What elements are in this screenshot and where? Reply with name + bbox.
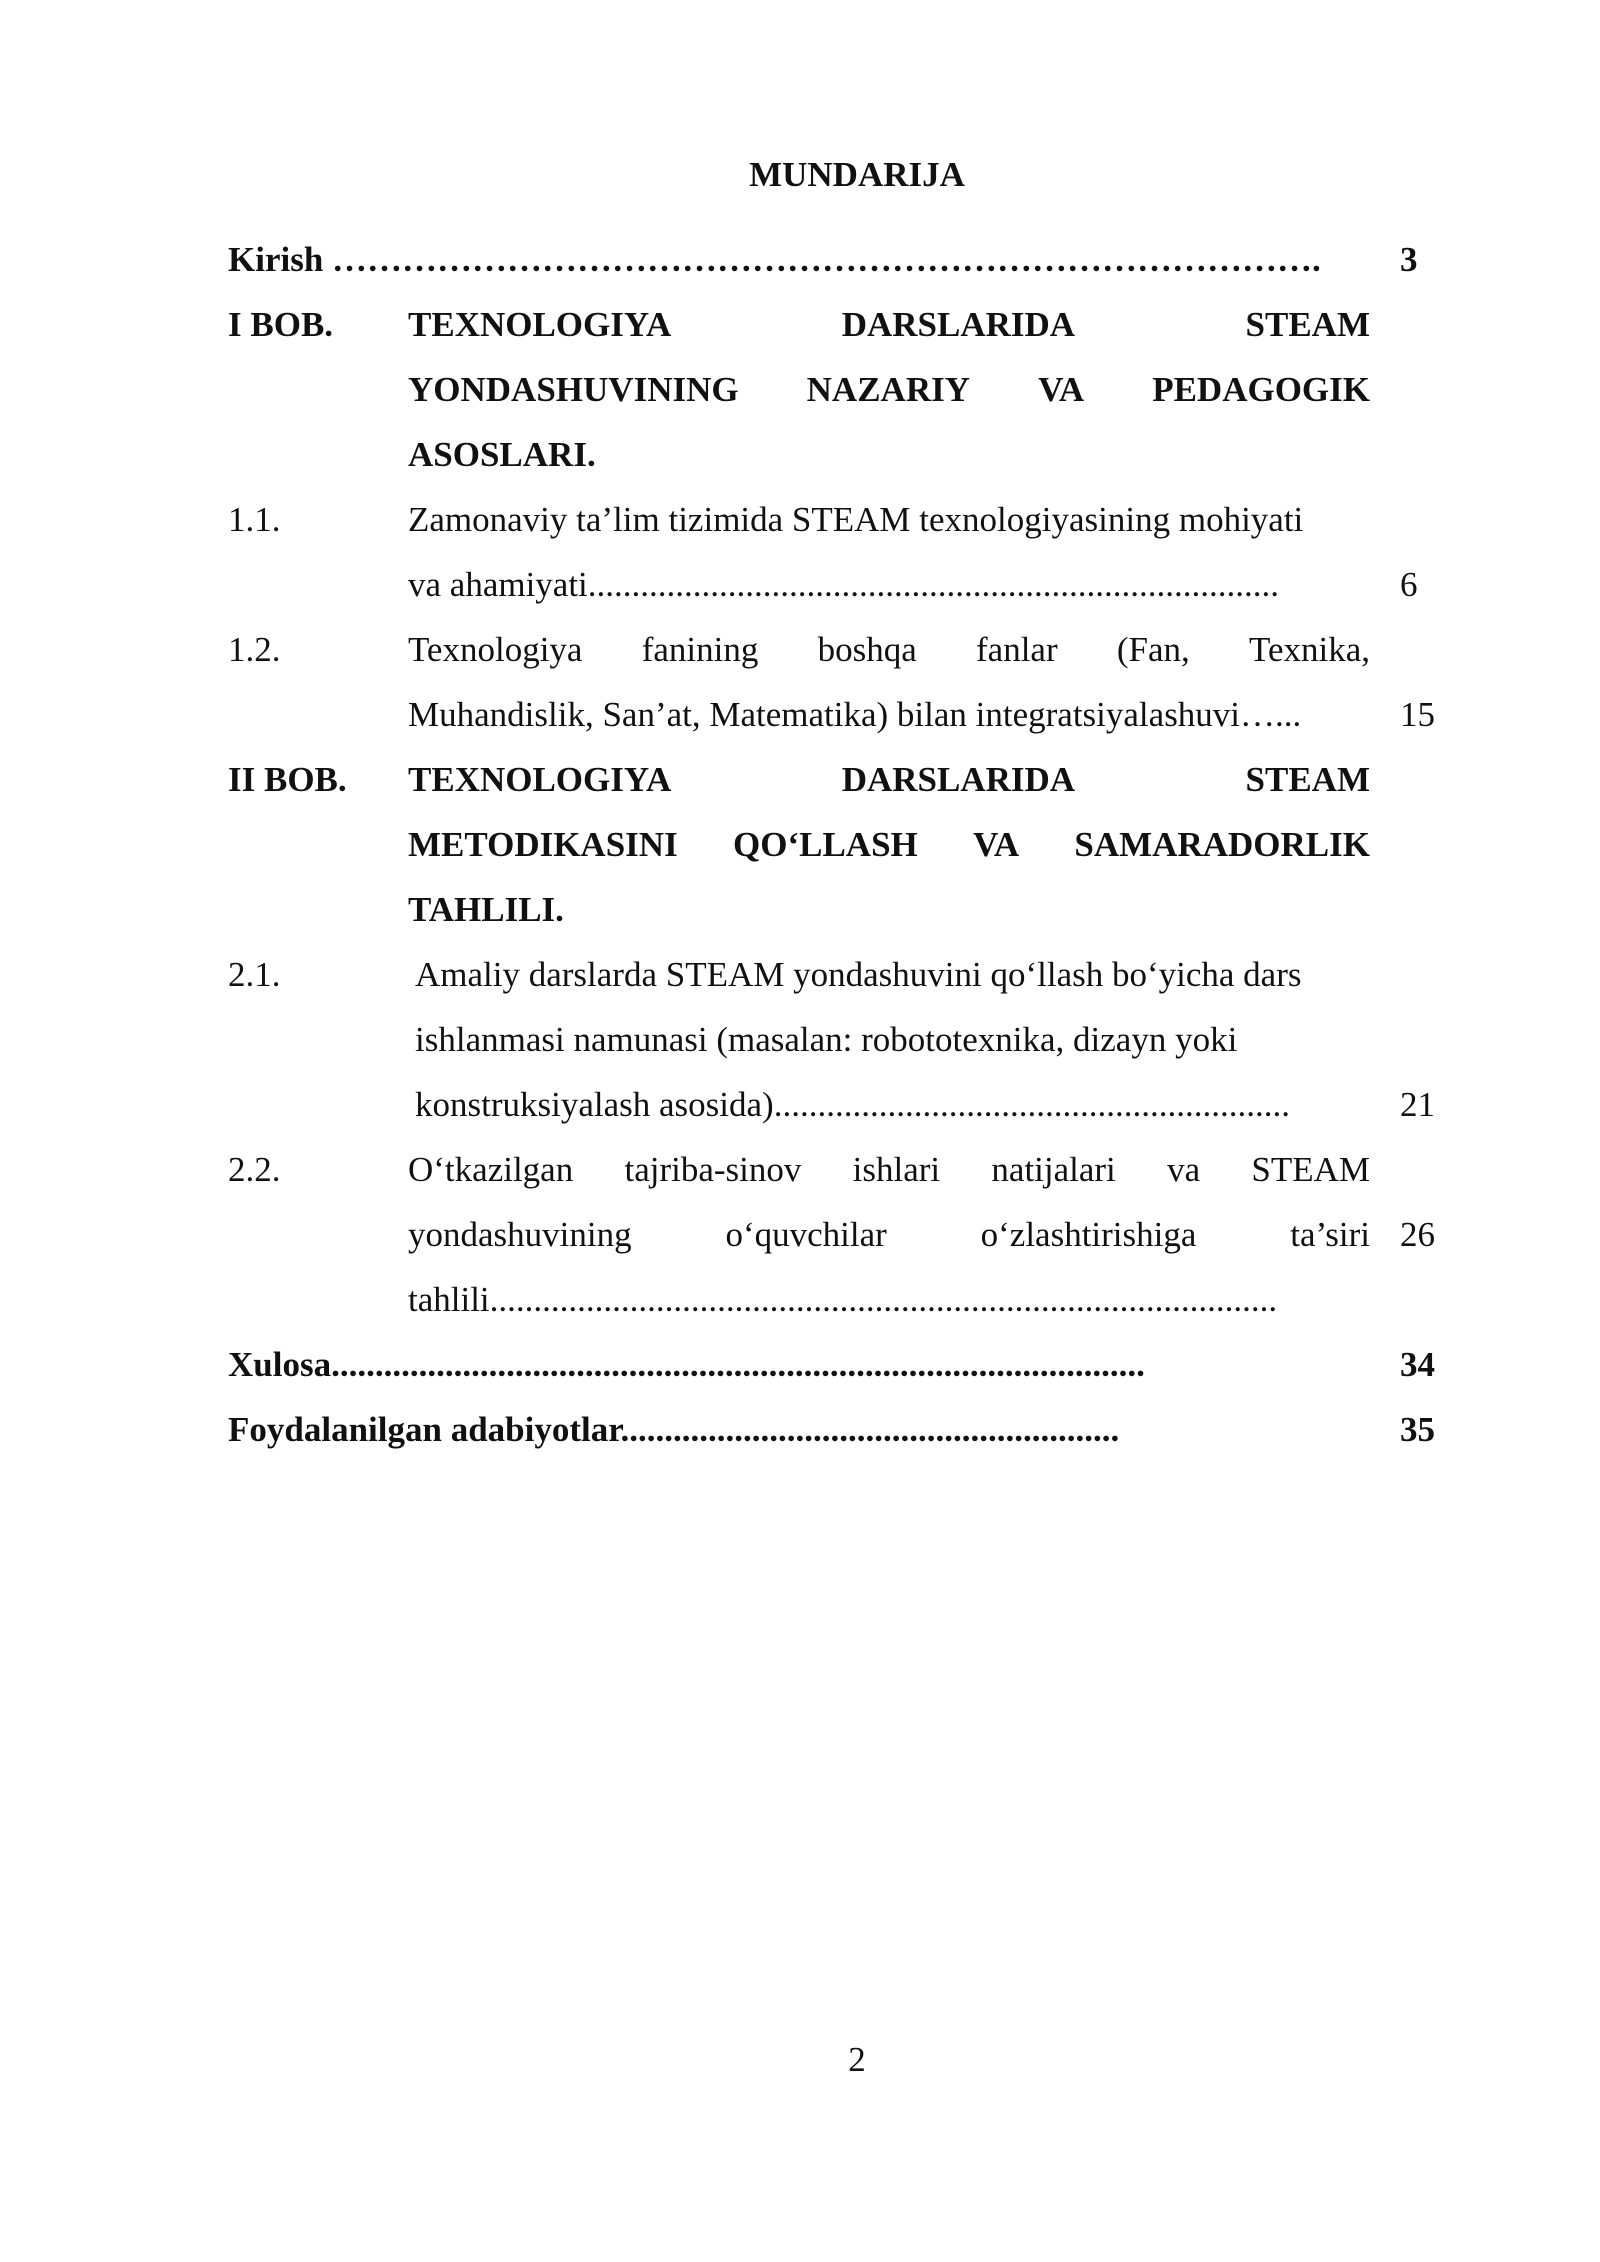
chapter1-word: VA <box>1038 370 1085 409</box>
chapter2-label: II BOB. <box>228 760 347 799</box>
section-2-2-line2 <box>408 1202 1370 1267</box>
chapter1-word: YONDASHUVINING <box>408 370 739 409</box>
chapter1-title-line1 <box>408 292 1370 357</box>
toc-page-references: 35 <box>1400 1410 1435 1449</box>
chapter2-title-line1 <box>408 747 1370 812</box>
section-1-1-page: 6 <box>1400 565 1418 604</box>
section-1-2-word: fanlar <box>976 630 1058 669</box>
section-2-2-word: o‘quvchilar <box>725 1215 887 1254</box>
section-2-1-line3: konstruksiyalash asosida)........................................................... <box>415 1085 1290 1124</box>
toc-page-conclusion: 34 <box>1400 1345 1435 1384</box>
section-1-2-page: 15 <box>1400 695 1435 734</box>
page-number: 2 <box>848 2040 866 2079</box>
chapter1-word: PEDAGOGIK <box>1152 370 1370 409</box>
section-2-2-word: ta’siri <box>1290 1215 1370 1254</box>
chapter2-word: STEAM <box>1245 760 1370 799</box>
chapter1-title-line2 <box>408 357 1370 422</box>
toc-entry-conclusion: Xulosa............................................................................................. <box>228 1345 1145 1384</box>
section-1-2-word: Texnika, <box>1249 630 1370 669</box>
chapter2-title-line3: TAHLILI. <box>408 890 564 929</box>
section-1-2-word: boshqa <box>817 630 917 669</box>
chapter2-word: SAMARADORLIK <box>1074 825 1370 864</box>
toc-entry-intro: Kirish …………………………………………………………………………. <box>228 240 1321 279</box>
chapter1-label: I BOB. <box>228 305 334 344</box>
chapter1-word: STEAM <box>1245 305 1370 344</box>
section-2-2-word: natijalari <box>991 1150 1116 1189</box>
section-2-2-word: O‘tkazilgan <box>408 1150 574 1189</box>
section-2-2-line3: tahlili.......................................................................................... <box>408 1280 1278 1319</box>
section-2-2-page: 26 <box>1400 1215 1435 1254</box>
toc-title: MUNDARIJA <box>749 155 965 194</box>
chapter1-word: DARSLARIDA <box>841 305 1076 344</box>
toc-entry-references: Foydalanilgan adabiyotlar......................................................... <box>228 1410 1120 1449</box>
chapter1-word: TEXNOLOGIYA <box>408 305 672 344</box>
toc-page-intro: 3 <box>1400 240 1418 279</box>
chapter2-word: DARSLARIDA <box>841 760 1076 799</box>
section-2-2-line1 <box>408 1137 1370 1202</box>
section-2-2-word: STEAM <box>1251 1150 1370 1189</box>
section-1-1-line2: va ahamiyati............................................................................... <box>408 565 1280 604</box>
section-1-2-word: (Fan, <box>1116 630 1190 669</box>
section-1-1-label: 1.1. <box>228 500 281 539</box>
section-2-2-word: o‘zlashtirishiga <box>980 1215 1197 1254</box>
chapter2-word: METODIKASINI <box>408 825 678 864</box>
section-2-2-word: ishlari <box>852 1150 941 1189</box>
chapter2-word: TEXNOLOGIYA <box>408 760 672 799</box>
section-1-2-word: Texnologiya <box>408 630 583 669</box>
section-2-1-page: 21 <box>1400 1085 1435 1124</box>
chapter1-word: NAZARIY <box>806 370 971 409</box>
chapter2-word: VA <box>973 825 1020 864</box>
section-2-1-line2: ishlanmasi namunasi (masalan: robototexnika, dizayn yoki <box>415 1020 1238 1059</box>
section-1-2-line2: Muhandislik, San’at, Matematika) bilan integratsiyalashuvi…... <box>408 695 1302 734</box>
section-2-2-word: tajriba-sinov <box>624 1150 802 1189</box>
section-2-1-line1: Amaliy darslarda STEAM yondashuvini qo‘llash bo‘yicha dars <box>415 955 1302 994</box>
section-1-2-line1 <box>408 617 1370 682</box>
section-1-2-word: fanining <box>641 630 759 669</box>
chapter2-word: QO‘LLASH <box>733 825 918 864</box>
chapter2-title-line2 <box>408 812 1370 877</box>
chapter1-title-line3: ASOSLARI. <box>408 435 596 474</box>
section-1-2-label: 1.2. <box>228 630 281 669</box>
section-2-1-label: 2.1. <box>228 955 281 994</box>
section-2-2-label: 2.2. <box>228 1150 281 1189</box>
section-2-2-word: va <box>1167 1150 1201 1189</box>
section-2-2-word: yondashuvining <box>408 1215 632 1254</box>
section-1-1-line1: Zamonaviy ta’lim tizimida STEAM texnologiyasining mohiyati <box>408 500 1304 539</box>
